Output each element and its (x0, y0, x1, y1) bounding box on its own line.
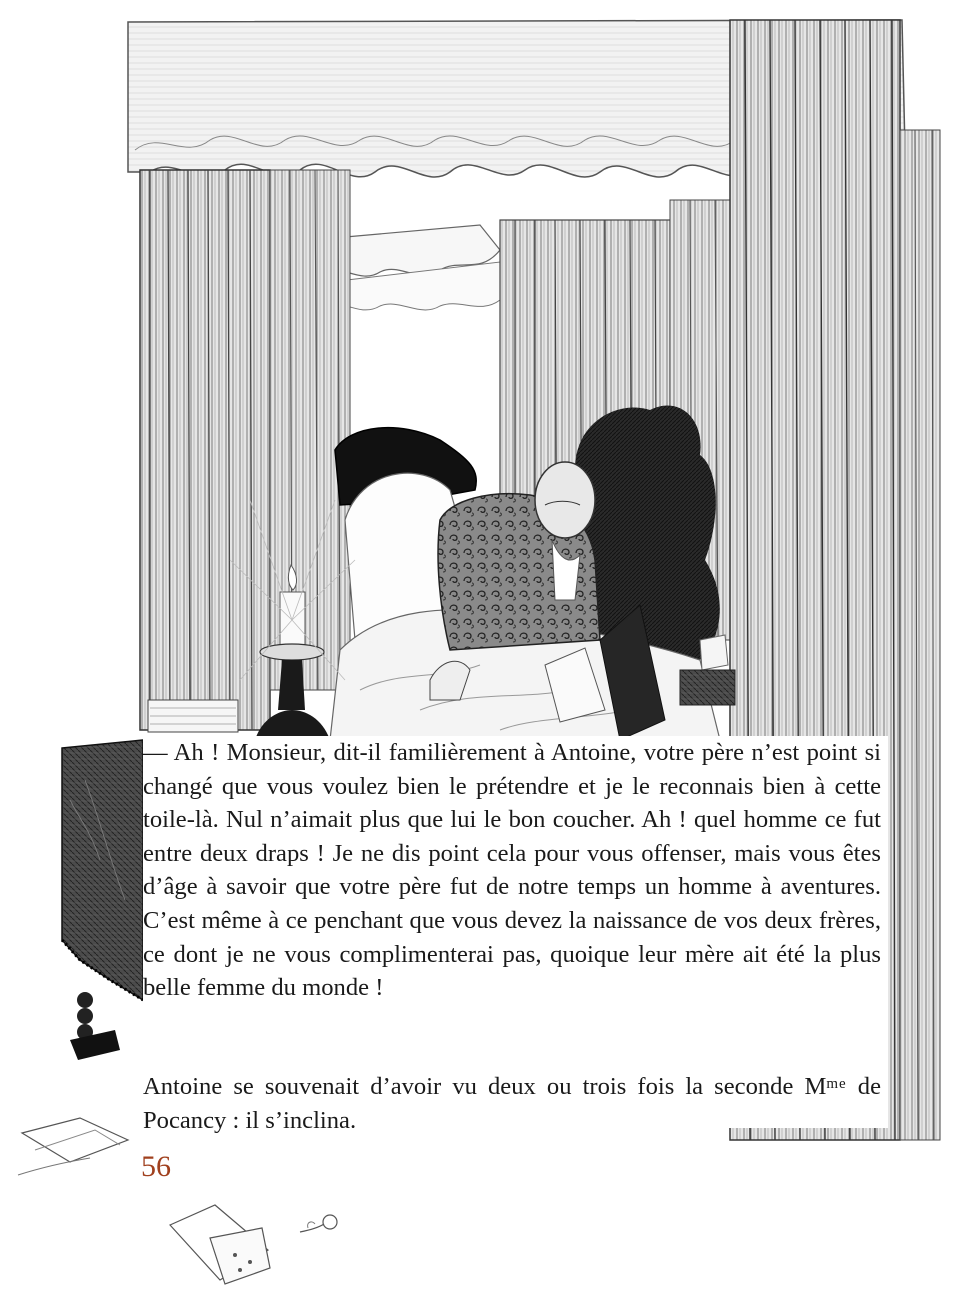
narration-paragraph (143, 1068, 881, 1137)
side-table (62, 740, 143, 1060)
dialogue-paragraph (143, 736, 881, 1005)
page-number: 56 (141, 1150, 171, 1183)
rose-sketch (300, 1215, 337, 1232)
bundled-papers (148, 700, 238, 732)
fallen-papers-left (18, 1118, 128, 1175)
narration-text-start: Antoine se souvenait d’avoir vu deux ou trois fois la seconde (143, 1073, 794, 1100)
narration-title: $M^{me}$ (804, 1073, 847, 1100)
fallen-papers-bottom (170, 1205, 270, 1284)
narration-text-end: de Pocancy : il s’inclina. (143, 1073, 882, 1134)
dialogue-text: — Ah ! Monsieur, dit-il familièrement à Antoine, votre père n’est point si changé que vous voulez bien le prétendre et je le reconnais bien à cette toile-là. Nul n’aimait plus que lui le bon coucher. Ah ! quel homme ce fut entre deux draps ! Je ne dis point cela pour vous offenser, mais vous êtes d’âge à savoir que votre père fut de notre temps un homme à aventures. C’est même à ce penchant que vous devez la naissance de vos deux frères, ce dont je ne vous complimenterai pas, quoique leur mère ait été la plus belle femme du monde ! (143, 739, 881, 1002)
title-superscript: me (826, 1076, 847, 1092)
text-block (143, 736, 888, 1134)
